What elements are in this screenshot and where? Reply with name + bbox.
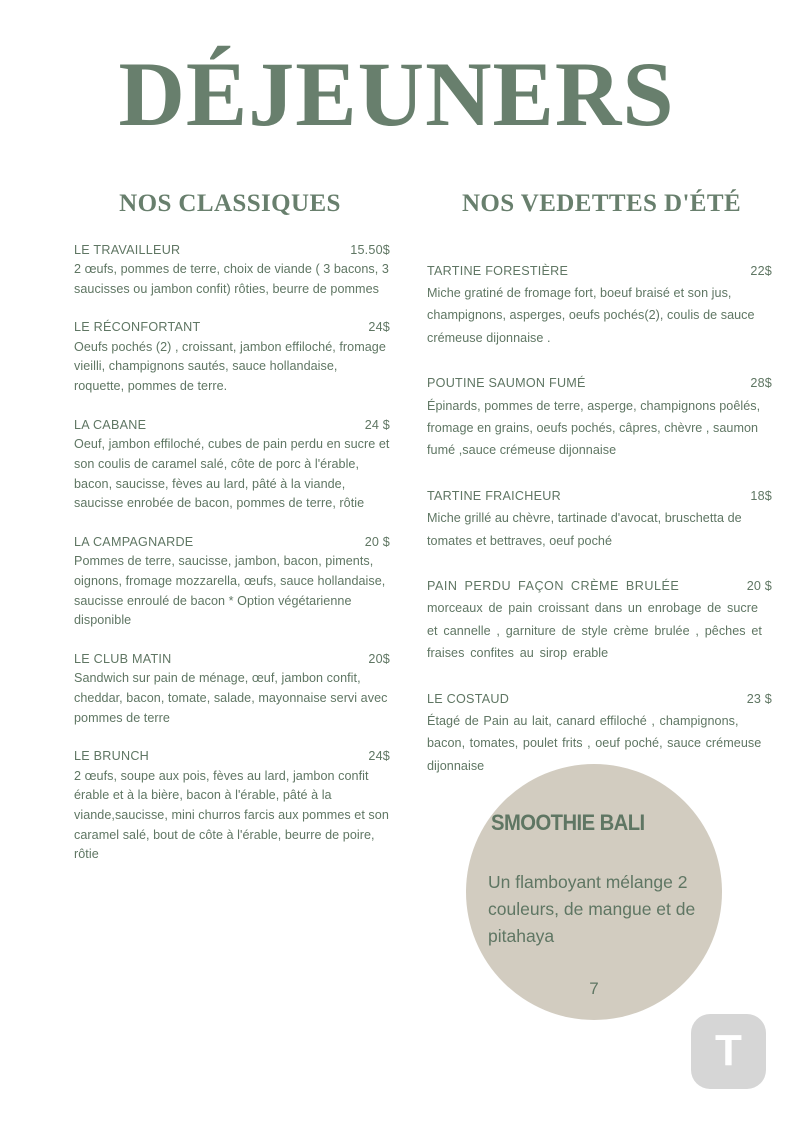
menu-item-price: 15.50$ bbox=[350, 242, 390, 257]
menu-item-name: LE RÉCONFORTANT bbox=[74, 320, 201, 335]
menu-item-name: LE CLUB MATIN bbox=[74, 651, 172, 666]
menu-item-description: 2 œufs, soupe aux pois, fèves au lard, jambon confit érable et à la bière, bacon à l'érable, pâté à la viande,saucisse, mini churros farcis aux pommes et son caramel salé, bout de côte à l'érable, beurre de poire, rôtie bbox=[74, 768, 389, 862]
menu-item-header bbox=[427, 576, 772, 597]
menu-item-price: 18$ bbox=[750, 488, 772, 503]
menu-item-header bbox=[74, 318, 390, 338]
menu-item-header bbox=[74, 747, 390, 767]
section-heading-classiques: NOS CLASSIQUES bbox=[119, 190, 341, 217]
menu-item-description: Étagé de Pain au lait, canard effiloché , champignons, bacon, tomates, poulet frits , oeuf poché, sauce crémeuse dijonnaise bbox=[427, 714, 762, 773]
menu-item bbox=[74, 416, 390, 514]
menu-item-name: TARTINE FRAICHEUR bbox=[427, 488, 561, 503]
menu-item-name: LE TRAVAILLEUR bbox=[74, 242, 181, 257]
menu-item-header bbox=[74, 241, 390, 261]
menu-item-description: 2 œufs, pommes de terre, choix de viande ( 3 bacons, 3 saucisses ou jambon confit) rôties, beurre de pommes bbox=[74, 262, 389, 296]
menu-item-description: Oeufs pochés (2) , croissant, jambon effiloché, fromage vieilli, champignons sautés, sauce hollandaise, roquette, pommes de terre. bbox=[74, 339, 386, 394]
menu-item-name: TARTINE FORESTIÈRE bbox=[427, 263, 569, 278]
menu-item bbox=[74, 747, 390, 865]
menu-item-price: 28$ bbox=[750, 376, 772, 391]
menu-item bbox=[427, 373, 772, 462]
menu-item bbox=[74, 533, 390, 631]
menu-item-description: Oeuf, jambon effiloché, cubes de pain perdu en sucre et son coulis de caramel salé, côte de porc à l'érable, bacon, saucisse, fèves au lard, pâté à la viande, saucisse enrobée de bacon, pommes de terre, rôtie bbox=[74, 437, 390, 511]
menu-item-price: 20 $ bbox=[746, 578, 772, 593]
menu-item-header bbox=[427, 689, 772, 710]
smoothie-title: SMOOTHIE BALI bbox=[491, 810, 645, 835]
smoothie-description: Un flamboyant mélange 2 couleurs, de mangue et de pitahaya bbox=[488, 872, 696, 947]
menu-item-name: LA CAMPAGNARDE bbox=[74, 534, 194, 549]
page-number: 7 bbox=[589, 979, 599, 998]
menu-item-header bbox=[74, 533, 390, 553]
menu-item-header bbox=[427, 261, 772, 282]
menu-item bbox=[74, 318, 390, 396]
menu-item-description: Miche gratiné de fromage fort, boeuf braisé et son jus, champignons, asperges, oeufs pochés(2), coulis de sauce crémeuse dijonnaise . bbox=[427, 285, 755, 345]
menu-item-header bbox=[74, 416, 390, 436]
smoothie-callout-circle bbox=[466, 764, 722, 1020]
menu-item-description: Épinards, pommes de terre, asperge, champignons poêlés, fromage en grains, oeufs pochés, câpres, chèvre , saumon fumé ,sauce crémeuse dijonnaise bbox=[427, 398, 761, 458]
menu-item-price: 24$ bbox=[368, 320, 390, 335]
menu-item-header bbox=[74, 650, 390, 670]
menu-item-price: 20$ bbox=[368, 651, 390, 666]
column-nos-classiques bbox=[74, 190, 390, 884]
menu-item-name: POUTINE SAUMON FUMÉ bbox=[427, 376, 586, 391]
menu-item bbox=[427, 576, 772, 665]
page-title: DÉJEUNERS bbox=[118, 43, 675, 145]
menu-item-name: LA CABANE bbox=[74, 417, 147, 432]
menu-item-description: Sandwich sur pain de ménage, œuf, jambon confit, cheddar, bacon, tomate, salade, mayonnaise servi avec pommes de terre bbox=[74, 671, 388, 725]
menu-item-description: Pommes de terre, saucisse, jambon, bacon, piments, oignons, fromage mozzarella, œufs, sauce hollandaise, saucisse enroulé de bacon * Option végétarienne disponible bbox=[74, 554, 386, 628]
menu-item-header bbox=[427, 486, 772, 507]
menu-item-name: LE BRUNCH bbox=[74, 749, 150, 764]
menu-item bbox=[74, 650, 390, 728]
menu-item-price: 23 $ bbox=[746, 691, 772, 706]
menu-item bbox=[74, 241, 390, 300]
menu-item-description: morceaux de pain croissant dans un enrobage de sucre et cannelle , garniture de style crème brulée , pêches et fraises confites au sirop erable bbox=[427, 601, 762, 661]
menu-item bbox=[427, 486, 772, 552]
menu-item-price: 20 $ bbox=[364, 534, 390, 549]
menu-item-description: Miche grillé au chèvre, tartinade d'avocat, bruschetta de tomates et bettraves, oeuf poché bbox=[427, 511, 742, 548]
menu-item-price: 24 $ bbox=[364, 417, 390, 432]
menu-item bbox=[427, 261, 772, 350]
logo-badge bbox=[691, 1014, 766, 1089]
menu-item-price: 24$ bbox=[368, 749, 390, 764]
menu-item-name: PAIN PERDU FAÇON CRÈME BRULÉE bbox=[427, 578, 680, 593]
section-heading-vedettes: NOS VEDETTES D'ÉTÉ bbox=[461, 190, 742, 217]
logo-letter-t: T bbox=[715, 1025, 742, 1075]
menu-item-name: LE COSTAUD bbox=[427, 691, 510, 706]
menu-item-price: 22$ bbox=[750, 263, 772, 278]
menu-item-header bbox=[427, 373, 772, 394]
column-nos-vedettes-dete bbox=[427, 190, 772, 801]
